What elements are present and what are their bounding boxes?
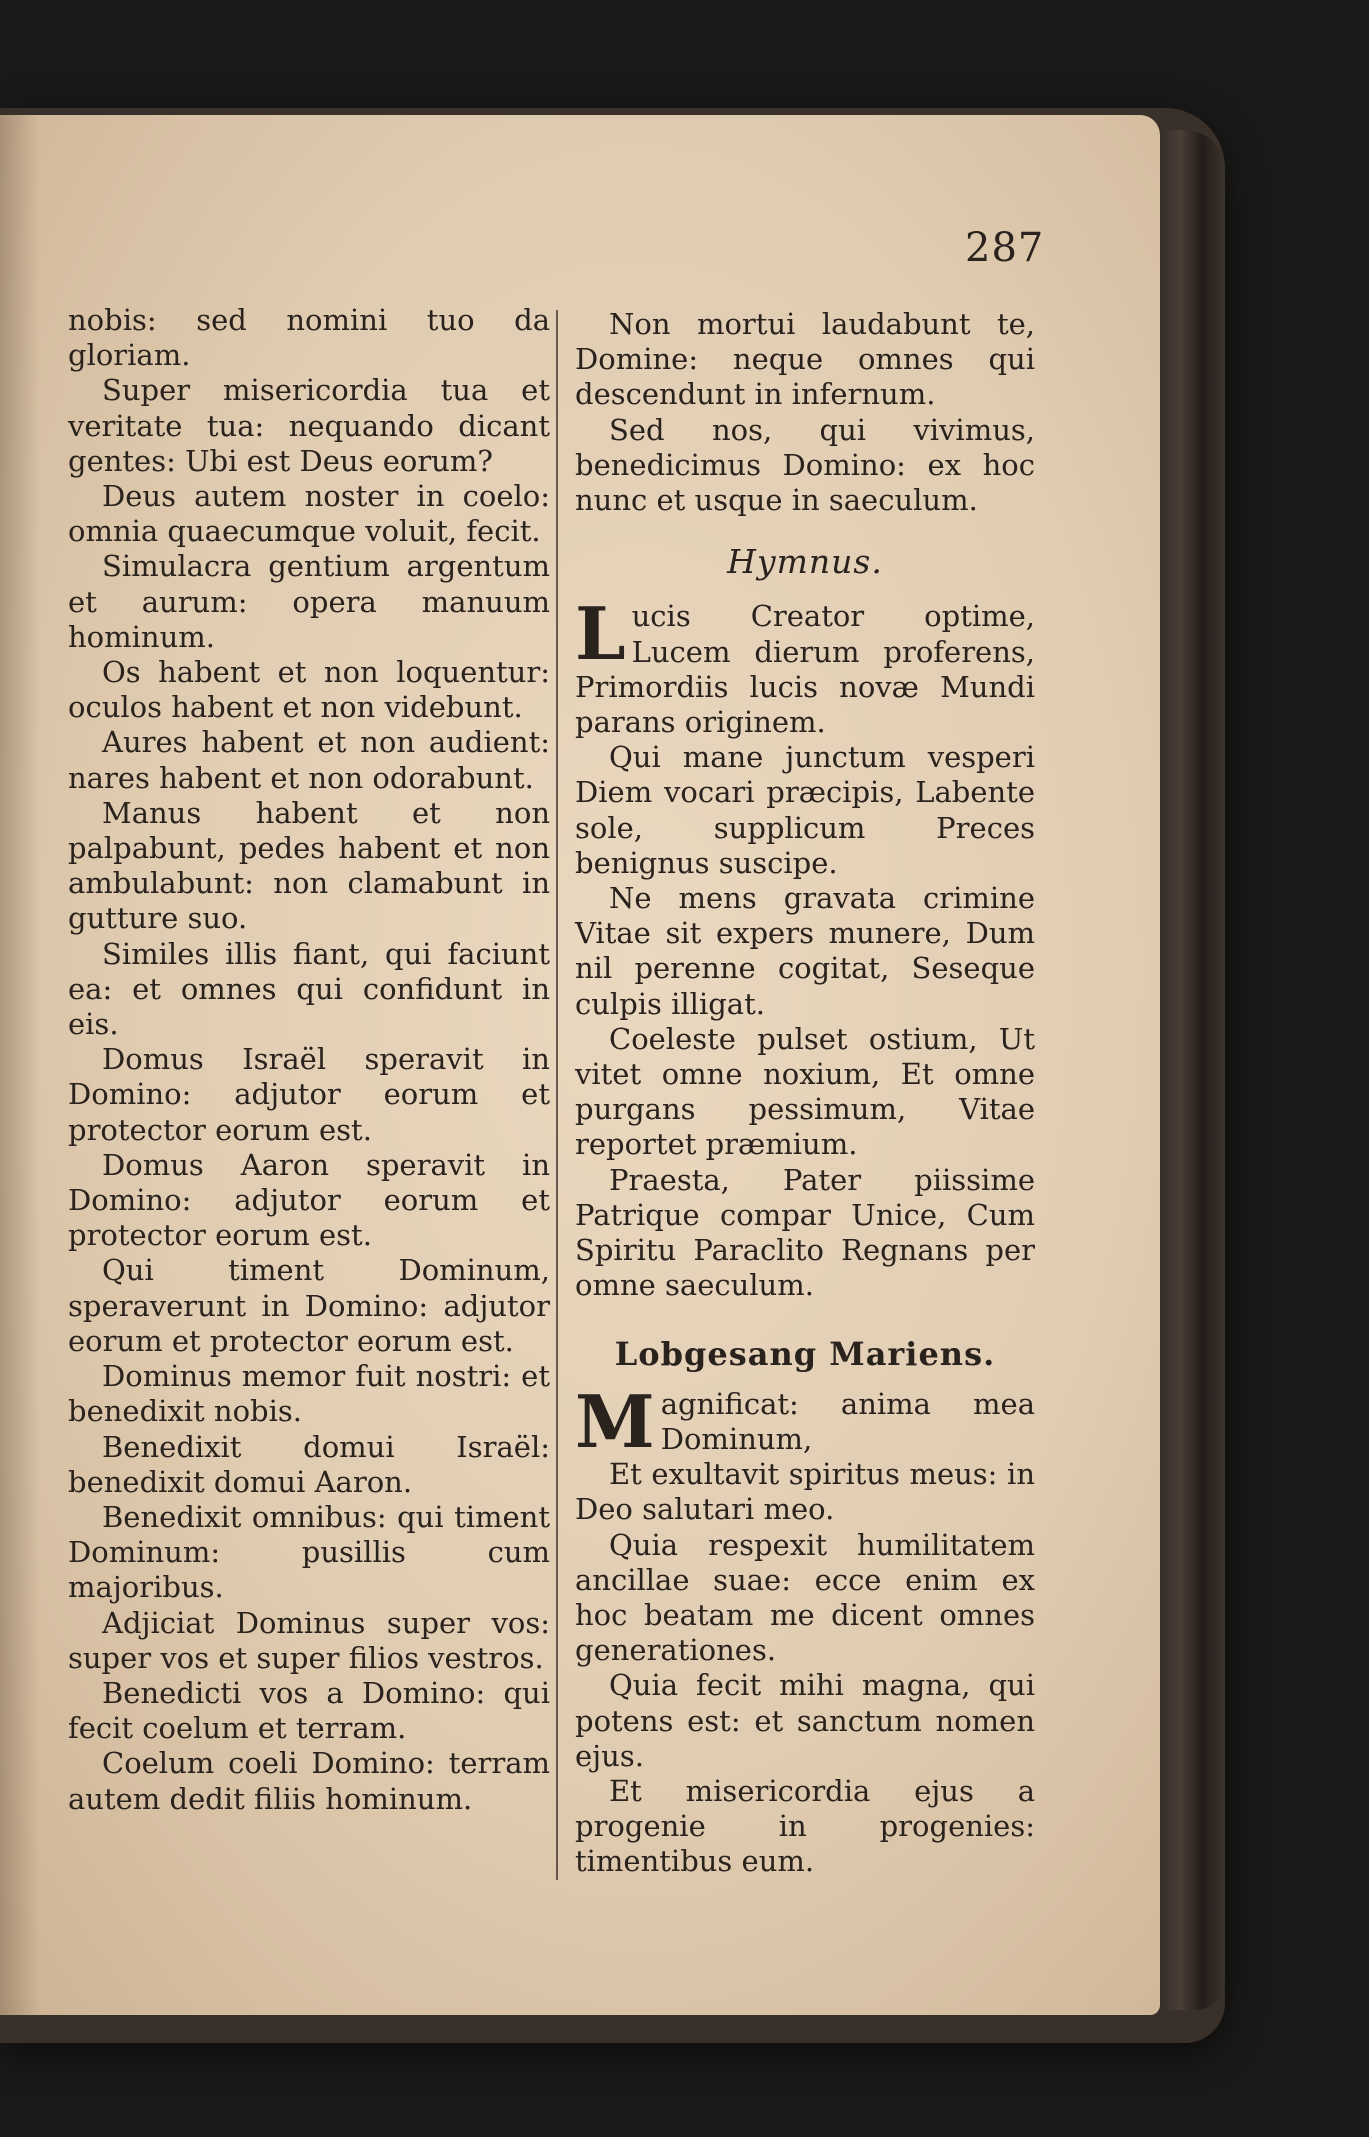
magnificat-first-text: agnificat: anima mea Dominum, <box>660 1386 1035 1456</box>
hymn-heading: Hymnus. <box>727 542 883 582</box>
magnificat-verse: Quia respexit humilitatem ancillae suae: ecce enim ex hoc beatam me dicent omnes generationes. <box>575 1527 1035 1668</box>
left-column <box>68 303 550 1817</box>
hymn-first-text: ucis Creator optime, Lucem dierum proferens, Primordiis lucis novæ Mundi parans originem. <box>575 599 1035 740</box>
magnificat-first-verse <box>575 1378 1035 1464</box>
left-paragraph: Dominus memor fuit nostri: et benedixit nobis. <box>68 1359 550 1429</box>
column-divider <box>556 310 558 1880</box>
left-paragraph: Coelum coeli Domino: terram autem dedit filiis hominum. <box>68 1746 550 1816</box>
left-paragraph: Deus autem noster in coelo: omnia quaecumque voluit, fecit. <box>68 479 550 549</box>
left-paragraph: nobis: sed nomini tuo da gloriam. <box>68 303 550 373</box>
magnificat-verse: Et exultavit spiritus meus: in Deo salutari meo. <box>575 1457 1035 1527</box>
left-paragraph: Adjiciat Dominus super vos: super vos et super filios vestros. <box>68 1605 550 1675</box>
left-paragraph: Manus habent et non palpabunt, pedes habent et non ambulabunt: non clamabunt in gutture suo. <box>68 795 550 936</box>
hymn-dropcap: L <box>575 591 626 677</box>
left-paragraph: Benedicti vos a Domino: qui fecit coelum et terram. <box>68 1675 550 1746</box>
hymn-verse: Qui mane junctum vesperi Diem vocari præcipis, Labente sole, supplicum Preces benignus suscipe. <box>575 740 1035 880</box>
left-paragraph: Benedixit omnibus: qui timent Dominum: pusillis cum majoribus. <box>68 1499 550 1605</box>
left-paragraph: Super misericordia tua et veritate tua: nequando dicant gentes: Ubi est Deus eorum? <box>68 373 550 478</box>
hymn-verse: Praesta, Pater piissime Patrique compar Unice, Cum Spiritu Paraclito Regnans per omne saeculum. <box>575 1162 1035 1303</box>
page-number: 287 <box>965 225 1045 271</box>
book-spine-edge <box>1150 130 1225 2010</box>
right-column <box>575 307 1035 1880</box>
left-paragraph: Similes illis fiant, qui faciunt ea: et omnes qui confidunt in eis. <box>68 936 550 1042</box>
magnificat-verse: Et misericordia ejus a progenie in progenies: timentibus eum. <box>575 1773 1035 1879</box>
right-paragraph: Sed nos, qui vivimus, benedicimus Domino: ex hoc nunc et usque in saeculum. <box>575 412 1035 518</box>
left-paragraph: Benedixit domui Israël: benedixit domui Aaron. <box>68 1429 550 1499</box>
hymn-verse: Ne mens gravata crimine Vitae sit expers munere, Dum nil perenne cogitat, Seseque culpis illigat. <box>575 881 1035 1021</box>
hymn-first-verse <box>575 591 1035 740</box>
magnificat-heading: Lobgesang Mariens. <box>614 1335 996 1374</box>
left-paragraph: Domus Israël speravit in Domino: adjutor eorum et protector eorum est. <box>68 1042 550 1147</box>
book-page <box>0 115 1160 2015</box>
magnificat-verse: Quia fecit mihi magna, qui potens est: et sanctum nomen ejus. <box>575 1668 1035 1773</box>
left-paragraph: Os habent et non loquentur: oculos habent et non videbunt. <box>68 655 550 725</box>
left-paragraph: Simulacra gentium argentum et aurum: opera manuum hominum. <box>68 549 550 654</box>
right-paragraph: Non mortui laudabunt te, Domine: neque omnes qui descendunt in infernum. <box>575 307 1035 412</box>
left-paragraph: Domus Aaron speravit in Domino: adjutor eorum et protector eorum est. <box>68 1147 550 1253</box>
hymn-verse: Coeleste pulset ostium, Ut vitet omne noxium, Et omne purgans pessimum, Vitae reportet præmium. <box>575 1021 1035 1162</box>
left-paragraph: Qui timent Dominum, speraverunt in Domino: adjutor eorum et protector eorum est. <box>68 1253 550 1358</box>
magnificat-dropcap: M <box>575 1378 655 1464</box>
left-paragraph: Aures habent et non audient: nares habent et non odorabunt. <box>68 725 550 795</box>
